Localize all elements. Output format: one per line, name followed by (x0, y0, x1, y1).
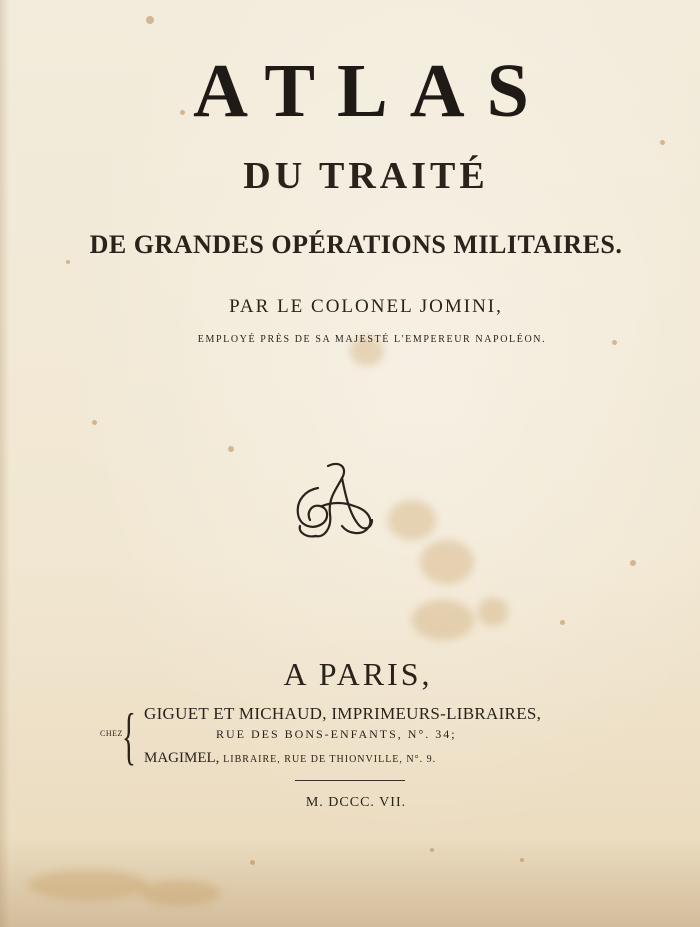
imprint-chez: CHEZ (100, 729, 123, 738)
foxing-dot (146, 16, 154, 24)
imprint-line-3-rest: LIBRAIRE, RUE DE THIONVILLE, N°. 9. (223, 754, 437, 765)
publisher-imprint (100, 700, 600, 774)
city-line: A PARIS, (283, 656, 433, 692)
atlas-title: ATLAS (193, 49, 551, 133)
divider-rule (295, 780, 405, 781)
publication-date: M. DCCC. VII. (305, 795, 407, 810)
foxing-dot (228, 446, 234, 452)
foxing-dot (92, 420, 97, 425)
foxing-stain (478, 598, 508, 626)
foxing-dot (66, 260, 70, 264)
paper-edge-left (0, 0, 10, 927)
foxing-dot (630, 560, 636, 566)
imprint-line-1: GIGUET ET MICHAUD, IMPRIMEURS-LIBRAIRES, (144, 704, 542, 723)
author-note: EMPLOYÉ PRÈS DE SA MAJESTÉ L'EMPEREUR NAPOLÉON. (197, 334, 547, 345)
subtitle-du-traite: DU TRAITÉ (243, 155, 489, 197)
foxing-stain (28, 870, 148, 900)
foxing-stain (140, 880, 220, 906)
foxing-dot (520, 858, 524, 862)
foxing-dot (430, 848, 434, 852)
foxing-stain (388, 500, 436, 540)
imprint-line-3 (144, 750, 436, 767)
author-line: PAR LE COLONEL JOMINI, (229, 296, 503, 317)
foxing-stain (412, 600, 474, 640)
imprint-line-3-name: MAGIMEL, (144, 750, 220, 766)
foxing-dot (560, 620, 565, 625)
foxing-dot (660, 140, 665, 145)
brace-glyph: { (122, 700, 136, 771)
foxing-dot (250, 860, 255, 865)
imprint-line-2: RUE DES BONS-ENFANTS, N°. 34; (216, 727, 457, 741)
monogram-emblem (288, 458, 378, 544)
subtitle-operations: DE GRANDES OPÉRATIONS MILITAIRES. (89, 230, 623, 259)
foxing-stain (420, 540, 474, 584)
